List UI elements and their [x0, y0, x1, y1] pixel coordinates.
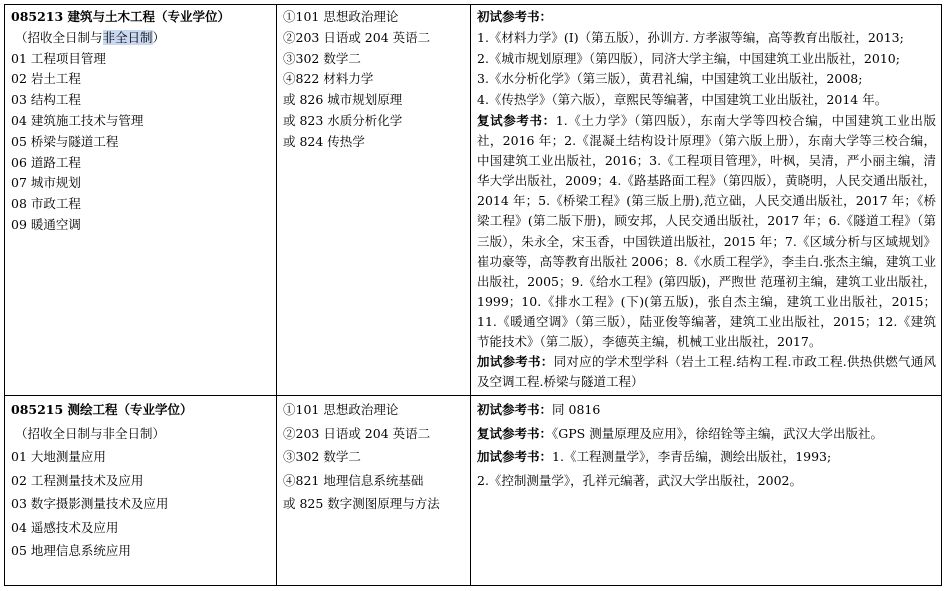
reference-book: 1.《工程测量学》，李青岳编，测绘出版社，1993;: [552, 449, 832, 465]
extra-exam-label: 加试参考书：: [477, 354, 554, 370]
retest-references: [477, 111, 936, 352]
extra-exam-label: 加试参考书：: [477, 449, 553, 465]
exam-subject: 或 823 水质分析化学: [283, 112, 403, 128]
retest-label: 复试参考书：: [477, 425, 553, 441]
program-info-cell: [5, 396, 277, 586]
selected-text-highlight[interactable]: 非全日制: [102, 29, 153, 45]
research-direction: 03 结构工程: [11, 92, 81, 108]
exam-subject: 或 826 城市规划原理: [283, 92, 403, 108]
exam-subject: ③302 数学二: [283, 50, 361, 66]
retest-label: 复试参考书：: [477, 112, 556, 128]
initial-references: [477, 398, 936, 422]
initial-exam-label: 初试参考书：: [477, 402, 553, 418]
admission-note: （招收全日制与非全日制）: [14, 29, 166, 45]
exam-subject: 或 824 传热学: [283, 133, 365, 149]
extra-references: [477, 445, 936, 469]
program-row: [5, 5, 942, 396]
reference-book: 2.《控制测量学》，孔祥元编著，武汉大学出版社，2002。: [477, 472, 802, 488]
retest-references: [477, 422, 936, 446]
retest-text: 1.《土力学》（第四版），东南大学等四校合编，中国建筑工业出版社，2016 年；2.《混凝土结构设计原理》（第六版上册），东南大学等三校合编，中国建筑工业出版社，2016；3.《工程项目管理》，叶枫，吴清，严小丽主编，清华大学出版社，2009；4.《路基路面工程》（第四版），黄晓明，人民交通出版社，2014 年；5.《桥梁工程》(第三版上册),范立础，人民交通出版社，2017 年；《桥梁工程》(第二版下册)，顾安邦，人民交通出版社，2017 年；6.《隧道工程》（第三版），朱永全，宋玉香，中国铁道出版社，2015 年；7.《区域分析与区域规划》崔功豪等，高等教育出版社 2006；8.《水质工程学》，李圭白.张杰主编，建筑工业出版社，2005；9.《给水工程》(第四版)，严煦世 范瑾初主编，建筑工业出版社，1999；10.《排水工程》(下)(第五版)，张自杰主编，建筑工业出版社，2015；11.《暖通空调》（第三版），陆亚俊等编著，建筑工业出版社，2015；12.《建筑节能技术》（第二版），李德英主编，机械工业出版社，2017。: [477, 112, 936, 350]
research-direction: 05 桥梁与隧道工程: [11, 133, 119, 149]
program-catalog-table: [4, 4, 942, 586]
program-info-cell: [5, 5, 277, 396]
research-direction: 03 数字摄影测量技术及应用: [11, 496, 169, 512]
initial-exam-label: 初试参考书：: [477, 9, 553, 24]
program-row: [5, 396, 942, 586]
research-direction: 04 建筑施工技术与管理: [11, 112, 144, 128]
research-direction: 01 大地测量应用: [11, 449, 106, 465]
research-direction: 09 暖通空调: [11, 216, 81, 232]
exam-subject: ②203 日语或 204 英语二: [283, 425, 431, 441]
retest-text: 《GPS 测量原理及应用》，徐绍铨等主编，武汉大学出版社。: [552, 425, 883, 441]
initial-text: 同 0816: [552, 402, 601, 418]
research-direction: 07 城市规划: [11, 175, 81, 191]
research-direction: 02 工程测量技术及应用: [11, 472, 144, 488]
exam-subject: ④822 材料力学: [283, 71, 374, 87]
exam-subjects-cell: [277, 396, 471, 586]
research-direction: 05 地理信息系统应用: [11, 543, 131, 559]
reference-books-cell: [471, 396, 942, 586]
program-title: 085215 测绘工程（专业学位）: [11, 402, 193, 418]
reference-book: 3.《水分析化学》（第三版），黄君礼编，中国建筑工业出版社，2008;: [477, 71, 863, 87]
extra-references: [477, 352, 936, 392]
research-direction: 08 市政工程: [11, 196, 81, 212]
reference-book: 2.《城市规划原理》（第四版），同济大学主编，中国建筑工业出版社，2010;: [477, 50, 900, 66]
exam-subject: ①101 思想政治理论: [283, 9, 399, 24]
reference-books-cell: [471, 5, 942, 396]
reference-book: 4.《传热学》（第六版），章熙民等编著，中国建筑工业出版社，2014 年。: [477, 92, 888, 108]
research-direction: 02 岩土工程: [11, 71, 81, 87]
exam-subjects-cell: [277, 5, 471, 396]
research-direction: 04 遥感技术及应用: [11, 519, 119, 535]
exam-subject: ①101 思想政治理论: [283, 402, 399, 418]
exam-subject: ③302 数学二: [283, 449, 361, 465]
exam-subject: ②203 日语或 204 英语二: [283, 29, 431, 45]
program-title: 085213 建筑与土木工程（专业学位）: [11, 9, 231, 24]
exam-subject: 或 825 数字测图原理与方法: [283, 496, 440, 512]
extra-text: 同对应的学术型学科（岩土工程.结构工程.市政工程.供热供燃气通风及空调工程.桥梁与隧道工程）: [477, 354, 936, 390]
admission-note: （招收全日制与非全日制）: [14, 425, 165, 441]
research-direction: 01 工程项目管理: [11, 50, 106, 66]
reference-book: 1.《材料力学》(Ⅰ)（第五版），孙训方. 方孝淑等编，高等教育出版社，2013;: [477, 29, 904, 45]
research-direction: 06 道路工程: [11, 154, 81, 170]
exam-subject: ④821 地理信息系统基础: [283, 472, 424, 488]
